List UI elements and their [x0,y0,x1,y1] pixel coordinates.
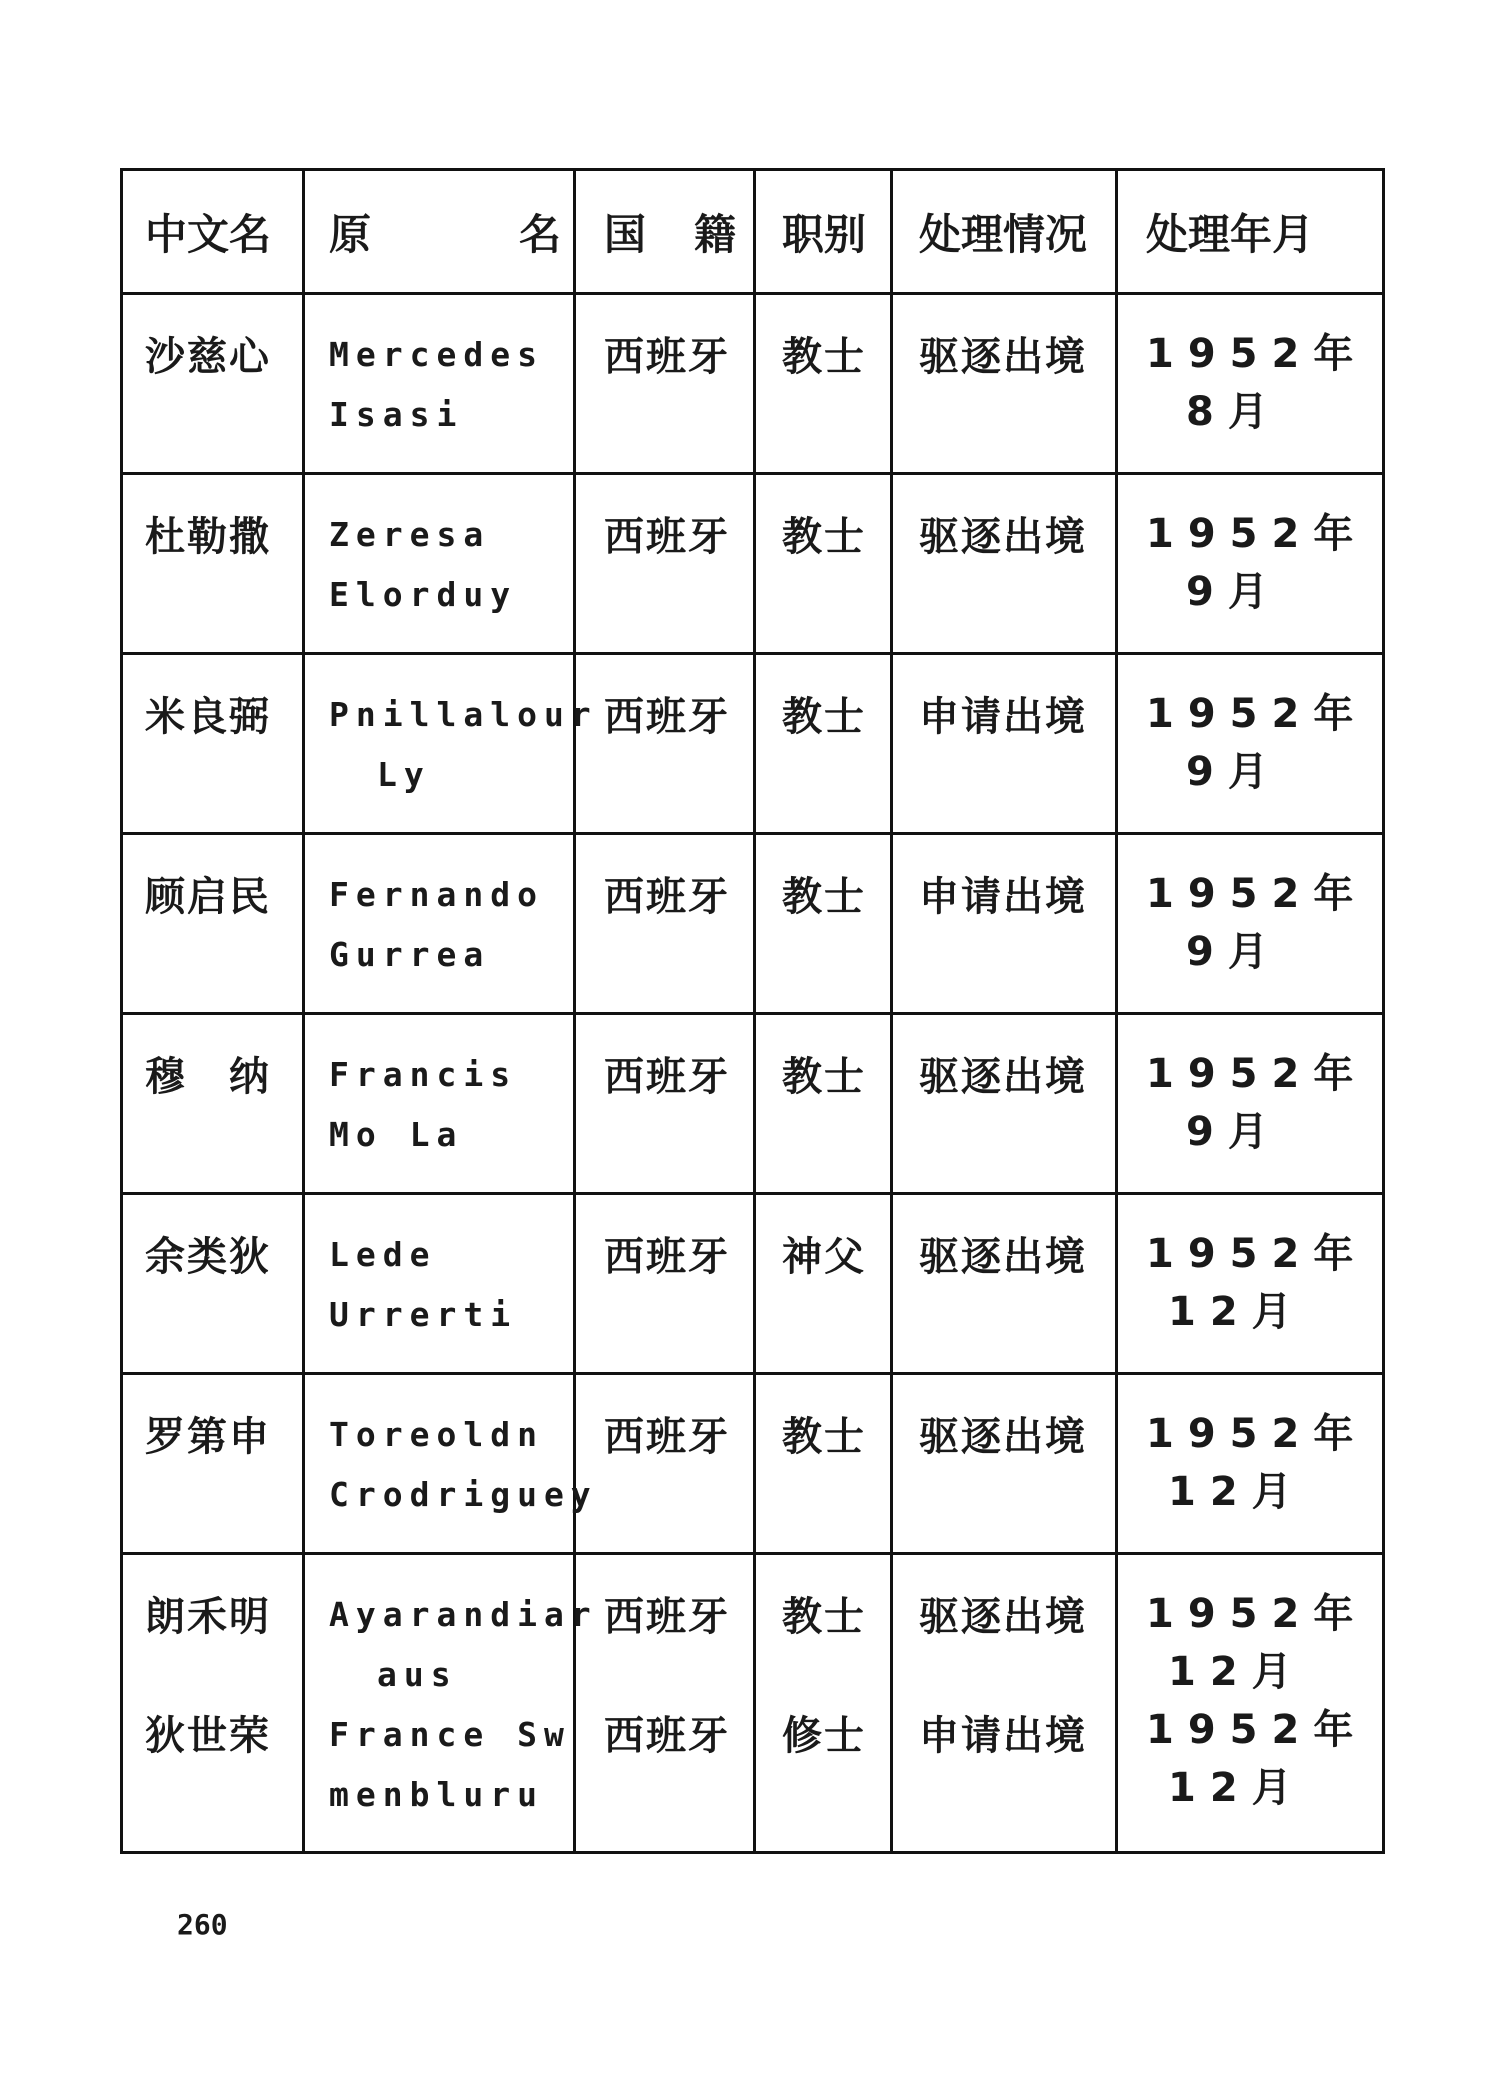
table-row [122,474,1384,654]
header-original-name: 原 名 [304,170,575,294]
cell-chinese-name: 米良弼 [122,654,304,834]
cell-chinese-name: 穆 纳 [122,1014,304,1194]
cell-position: 教士 [755,834,892,1014]
cell-handling-date: 1952年 9月 [1117,834,1384,1014]
cell-handling: 驱逐出境 [892,1014,1117,1194]
cell-nationality: 西班牙 [575,834,755,1014]
cell-handling-date: 1952年 12月 [1117,1374,1384,1554]
cell-chinese-name: 沙慈心 [122,294,304,474]
cell-chinese-name: 余类狄 [122,1194,304,1374]
header-nationality: 国 籍 [575,170,755,294]
cell-position: 教士 [755,1374,892,1554]
table-row [122,834,1384,1014]
header-chinese-name: 中文名 [122,170,304,294]
table-row [122,1194,1384,1374]
header-handling-date: 处理年月 [1117,170,1384,294]
cell-handling-date: 1952年 9月 [1117,654,1384,834]
cell-original-name: Fernando Gurrea [304,834,575,1014]
cell-position: 教士 [755,1014,892,1194]
cell-position: 教士 [755,474,892,654]
cell-handling-date: 1952年 9月 [1117,474,1384,654]
cell-handling-date: 1952年 12月 1952年 12月 [1117,1554,1384,1853]
table-row [122,1374,1384,1554]
cell-handling: 申请出境 [892,654,1117,834]
cell-handling: 驱逐出境 申请出境 [892,1554,1117,1853]
cell-original-name: Francis Mo La [304,1014,575,1194]
cell-chinese-name: 顾启民 [122,834,304,1014]
cell-nationality: 西班牙 [575,474,755,654]
cell-position: 神父 [755,1194,892,1374]
cell-handling: 驱逐出境 [892,1374,1117,1554]
personnel-table [120,168,1385,1854]
cell-original-name: Pnillalour Ly [304,654,575,834]
page-number: 260 [177,1908,228,1941]
cell-chinese-name: 罗第申 [122,1374,304,1554]
table-row [122,1014,1384,1194]
table-row [122,654,1384,834]
cell-handling: 驱逐出境 [892,474,1117,654]
cell-original-name: Lede Urrerti [304,1194,575,1374]
cell-nationality: 西班牙 [575,294,755,474]
cell-position: 教士 [755,294,892,474]
cell-chinese-name: 朗禾明 狄世荣 [122,1554,304,1853]
cell-handling-date: 1952年 8月 [1117,294,1384,474]
header-row [122,170,1384,294]
cell-original-name: Ayarandiar aus France Sw menbluru [304,1554,575,1853]
cell-original-name: Toreoldn Crodriguey [304,1374,575,1554]
cell-nationality: 西班牙 [575,654,755,834]
table-row-combined [122,1554,1384,1853]
header-handling: 处理情况 [892,170,1117,294]
table-row [122,294,1384,474]
cell-handling-date: 1952年 9月 [1117,1014,1384,1194]
header-position: 职别 [755,170,892,294]
cell-nationality: 西班牙 [575,1194,755,1374]
cell-nationality: 西班牙 [575,1014,755,1194]
cell-handling-date: 1952年 12月 [1117,1194,1384,1374]
cell-original-name: Zeresa Elorduy [304,474,575,654]
cell-nationality: 西班牙 西班牙 [575,1554,755,1853]
cell-position: 教士 修士 [755,1554,892,1853]
cell-position: 教士 [755,654,892,834]
cell-chinese-name: 杜勒撒 [122,474,304,654]
cell-nationality: 西班牙 [575,1374,755,1554]
cell-handling: 驱逐出境 [892,1194,1117,1374]
cell-handling: 驱逐出境 [892,294,1117,474]
cell-original-name: Mercedes Isasi [304,294,575,474]
cell-handling: 申请出境 [892,834,1117,1014]
